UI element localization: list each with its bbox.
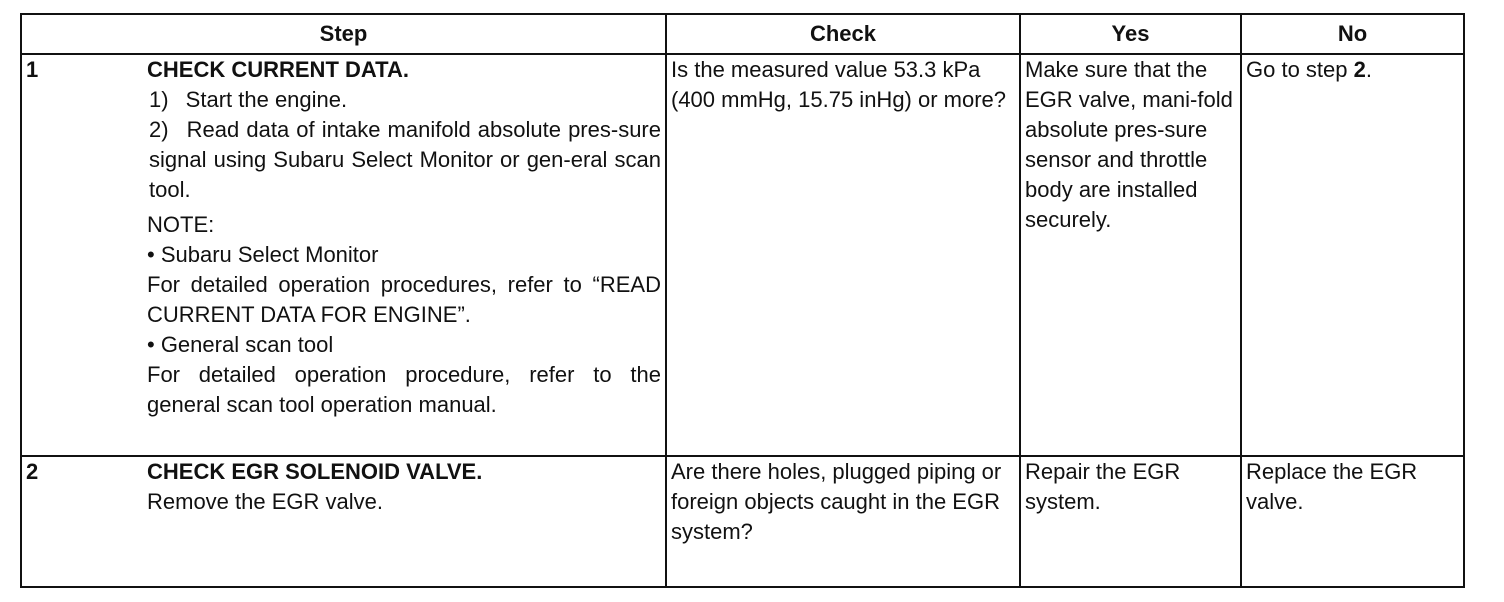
header-step: Step [21, 14, 666, 54]
step-title: CHECK EGR SOLENOID VALVE. [147, 458, 483, 484]
check-cell: Are there holes, plugged piping or foreign objects caught in the EGR system? [666, 456, 1020, 588]
step-number: 1 [21, 54, 143, 456]
step-reference: 2 [1353, 57, 1366, 82]
table-row [21, 54, 1464, 456]
yes-cell: Repair the EGR system. [1020, 456, 1241, 588]
substep: 1) Start the engine. [149, 87, 348, 112]
step-cell [143, 54, 666, 456]
note-text: For detailed operation procedure, refer to the general scan tool operation manual. [147, 362, 661, 417]
table-row [21, 456, 1464, 588]
note-label: NOTE: [147, 212, 215, 237]
note-bullet: • General scan tool [147, 332, 334, 357]
diagnosis-table [20, 13, 1465, 588]
no-cell: Replace the EGR valve. [1241, 456, 1464, 588]
note-text: For detailed operation procedures, refer to “READ CURRENT DATA FOR ENGINE”. [147, 272, 661, 327]
step-title: CHECK CURRENT DATA. [147, 57, 409, 82]
header-yes: Yes [1020, 14, 1241, 54]
step-cell [143, 456, 666, 588]
no-suffix: . [1365, 57, 1372, 82]
step-body: Remove the EGR valve. [147, 488, 383, 514]
header-row [21, 14, 1464, 54]
no-cell [1241, 54, 1464, 456]
step-number: 2 [21, 456, 143, 588]
no-prefix: Go to step [1246, 57, 1354, 82]
header-no: No [1241, 14, 1464, 54]
header-check: Check [666, 14, 1020, 54]
check-cell: Is the measured value 53.3 kPa (400 mmHg, 15.75 inHg) or more? [666, 54, 1020, 456]
substep: 2) Read data of intake manifold absolute pres-sure signal using Subaru Select Monitor or gen-eral scan tool. [149, 117, 661, 202]
yes-cell: Make sure that the EGR valve, mani-fold absolute pres-sure sensor and throttle body are installed securely. [1020, 54, 1241, 456]
note-bullet: • Subaru Select Monitor [147, 242, 379, 267]
